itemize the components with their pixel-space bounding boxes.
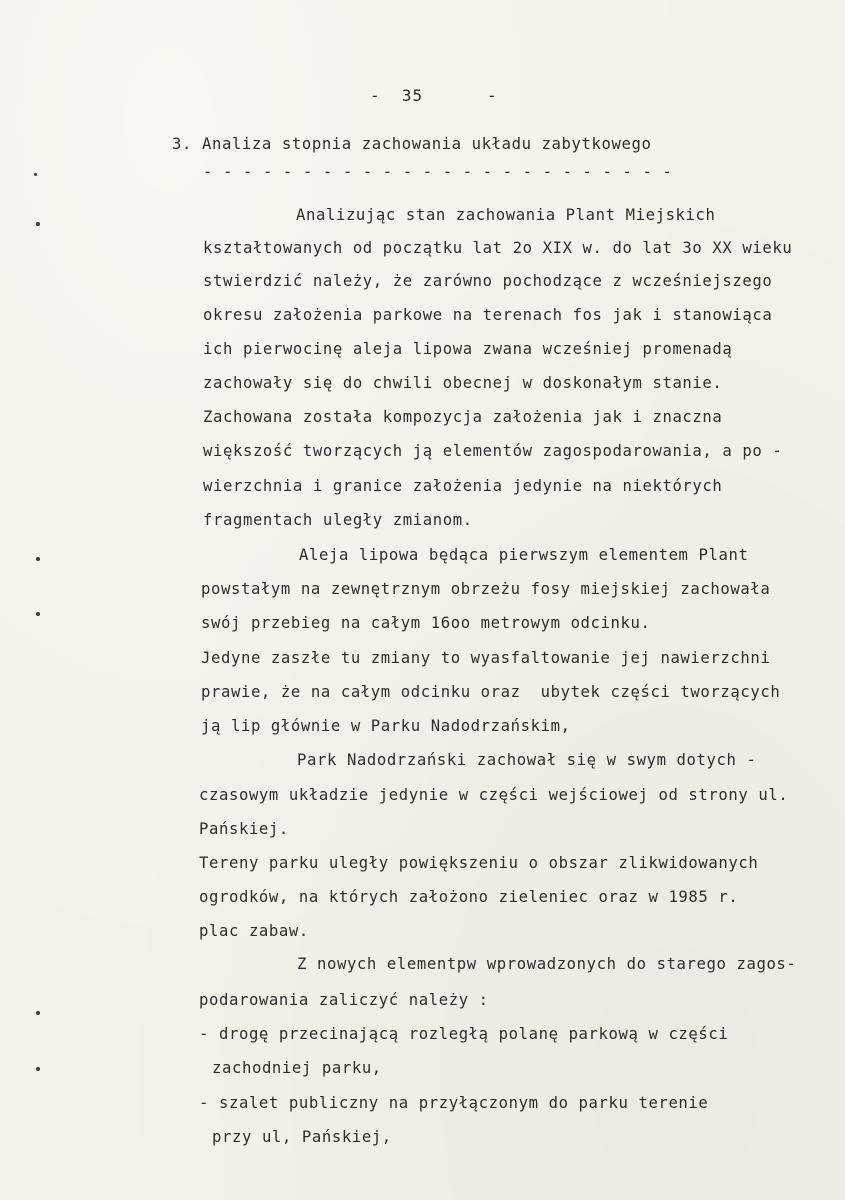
text-line-15: prawie, że na całym odcinku oraz ubytek części tworzących bbox=[201, 683, 781, 701]
text-line-11: Aleja lipowa będąca pierwszym elementem Plant bbox=[299, 546, 749, 564]
text-line-24: podarowania zaliczyć należy : bbox=[199, 991, 489, 1009]
text-line-12: powstałym na zewnętrznym obrzeżu fosy miejskiej zachowała bbox=[201, 580, 771, 598]
margin-punch-mark bbox=[36, 557, 40, 561]
text-line-20: Tereny parku uległy powiększeniu o obszar zlikwidowanych bbox=[199, 854, 759, 872]
text-line-23: Z nowych elementpw wprowadzonych do starego zagos- bbox=[297, 955, 797, 973]
margin-punch-mark bbox=[34, 173, 37, 176]
margin-punch-mark bbox=[36, 612, 40, 616]
text-line-16: ją lip głównie w Parku Nadodrzańskim, bbox=[201, 717, 571, 735]
text-line-5: ich pierwocinę aleja lipowa zwana wcześniej promenadą bbox=[203, 340, 733, 358]
text-line-3: stwierdzić należy, że zarówno pochodzące z wcześniejszego bbox=[203, 272, 773, 290]
text-line-13: swój przebieg na całym 16oo metrowym odcinku. bbox=[201, 614, 651, 632]
text-line-14: Jedyne zaszłe tu zmiany to wyasfaltowanie jej nawierzchni bbox=[201, 649, 771, 667]
text-line-1: Analizując stan zachowania Plant Miejskich bbox=[296, 206, 716, 224]
margin-punch-mark bbox=[36, 222, 40, 226]
text-line-7: Zachowana została kompozycja założenia jak i znaczna bbox=[203, 408, 723, 426]
text-line-2: kształtowanych od początku lat 2o XIX w. do lat 3o XX wieku bbox=[203, 239, 793, 257]
text-line-6: zachowały się do chwili obecnej w doskonałym stanie. bbox=[203, 374, 723, 392]
heading-underline: - - - - - - - - - - - - - - - - - - - - - - - - bbox=[203, 163, 673, 181]
text-line-10: fragmentach uległy zmianom. bbox=[203, 511, 473, 529]
text-line-18: czasowym układzie jedynie w części wejściowej od strony ul. bbox=[199, 786, 789, 804]
text-line-26: zachodniej parku, bbox=[212, 1059, 382, 1077]
text-line-17: Park Nadodrzański zachował się w swym dotych - bbox=[297, 751, 757, 769]
text-line-28: przy ul, Pańskiej, bbox=[212, 1128, 392, 1146]
page-number: - 35 - bbox=[370, 86, 498, 105]
section-heading: 3. Analiza stopnia zachowania układu zabytkowego bbox=[172, 135, 652, 153]
text-line-9: wierzchnia i granice założenia jedynie na niektórych bbox=[203, 477, 723, 495]
text-line-19: Pańskiej. bbox=[199, 820, 289, 838]
text-line-8: większość tworzących ją elementów zagospodarowania, a po - bbox=[203, 442, 783, 460]
text-line-22: plac zabaw. bbox=[199, 922, 309, 940]
text-line-4: okresu założenia parkowe na terenach fos jak i stanowiąca bbox=[203, 306, 773, 324]
text-line-27: - szalet publiczny na przyłączonym do parku terenie bbox=[199, 1094, 709, 1112]
text-line-21: ogrodków, na których założono zieleniec oraz w 1985 r. bbox=[199, 888, 739, 906]
margin-punch-mark bbox=[36, 1011, 40, 1015]
text-line-25: - drogę przecinającą rozległą polanę parkową w części bbox=[199, 1025, 729, 1043]
margin-punch-mark bbox=[36, 1067, 40, 1071]
